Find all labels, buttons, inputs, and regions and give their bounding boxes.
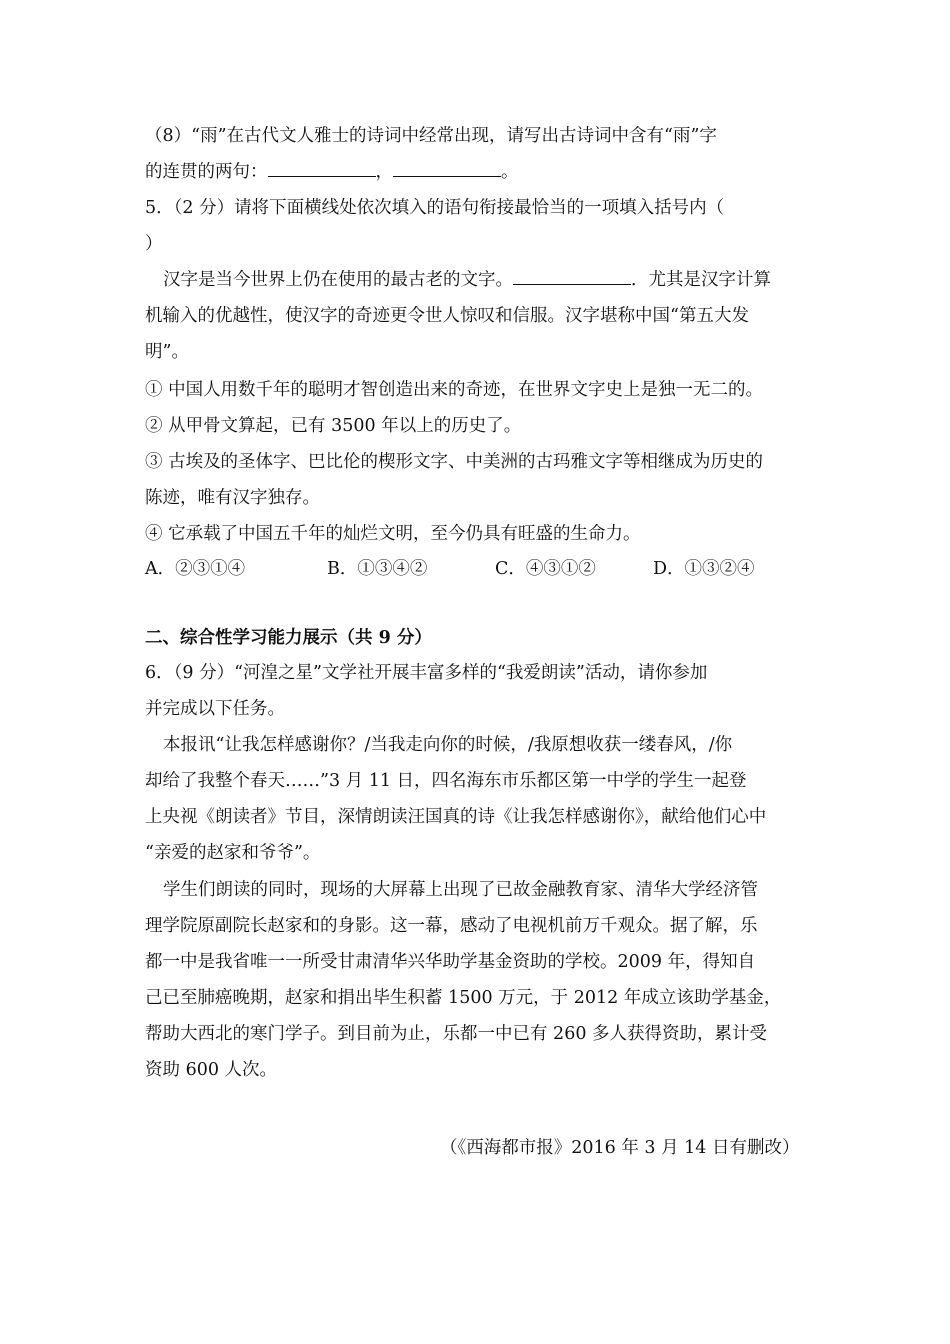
- option-c[interactable]: C．④③①②: [495, 559, 596, 579]
- q6-p1-line3: 上央视《朗读者》节目，深情朗读汪国真的诗《让我怎样感谢你》，献给他们心中: [145, 807, 767, 827]
- q6-p2-line4: 己已至肺癌晚期，赵家和捐出毕生积蓄 1500 万元，于 2012 年成立该助学基金，: [145, 988, 782, 1008]
- q5-item-3-line2: 陈迹，唯有汉字独存。: [145, 488, 320, 508]
- option-b[interactable]: B．①③④②: [327, 559, 428, 579]
- q5-para-line1-b: ．尤其是汉字计算: [631, 270, 771, 290]
- q6-p2-line2: 理学院原副院长赵家和的身影。这一幕，感动了电视机前万千观众。据了解，乐: [145, 916, 758, 936]
- q6-stem-line2: 并完成以下任务。: [145, 699, 285, 719]
- q4-part8-line1: （8）“雨”在古代文人雅士的诗词中经常出现，请写出古诗词中含有“雨”字: [145, 126, 717, 146]
- option-a[interactable]: A．②③①④: [145, 559, 246, 579]
- q5-para-line1: [163, 267, 828, 293]
- q6-p1-line4: “亲爱的赵家和爷爷”。: [145, 843, 321, 863]
- q5-item-1: ① 中国人用数千年的聪明才智创造出来的奇迹，在世界文字史上是独一无二的。: [145, 380, 764, 400]
- q5-stem-line1: 5．（2 分）请将下面横线处依次填入的语句衔接最恰当的一项填入括号内（: [145, 198, 725, 218]
- q5-item-4: ④ 它承载了中国五千年的灿烂文明，至今仍具有旺盛的生命力。: [145, 524, 641, 544]
- q4-part8-prefix: 的连贯的两句：: [145, 162, 268, 182]
- q5-para-line3: 明”。: [145, 342, 189, 362]
- q6-p2-line5: 帮助大西北的寒门学子。到目前为止，乐都一中已有 260 多人获得资助，累计受: [145, 1024, 768, 1044]
- q5-stem-line2: ）: [145, 234, 163, 254]
- q6-p1-line2: 却给了我整个春天……”3 月 11 日，四名海东市乐都区第一中学的学生一起登: [145, 771, 747, 791]
- q6-p2-line6: 资助 600 人次。: [145, 1060, 278, 1080]
- q5-para-line1-a: 汉字是当今世界上仍在使用的最古老的文字。: [163, 270, 513, 290]
- q6-p2-line1: 学生们朗读的同时，现场的大屏幕上出现了已故金融教育家、清华大学经济管: [163, 880, 758, 900]
- q6-p1-line1: 本报讯“让我怎样感谢你？/当我走向你的时候，/我原想收获一缕春风，/你: [163, 735, 733, 755]
- q5-para-line2: 机输入的优越性，使汉字的奇迹更令世人惊叹和信服。汉字堪称中国“第五大发: [145, 306, 749, 326]
- section-2-heading: 二、综合性学习能力展示（共 9 分）: [145, 628, 432, 648]
- q5-options: [145, 556, 810, 582]
- q5-item-2: ② 从甲骨文算起，已有 3500 年以上的历史了。: [145, 416, 522, 436]
- q4-part8-end: 。: [501, 162, 519, 182]
- answer-blank-3[interactable]: [513, 267, 631, 285]
- q6-p2-line3: 都一中是我省唯一一所受甘肃清华兴华助学基金资助的学校。2009 年，得知自: [145, 952, 756, 972]
- answer-blank-2[interactable]: [393, 159, 501, 177]
- q4-part8-sep: ，: [375, 162, 393, 182]
- q6-stem-line1: 6．（9 分）“河湟之星”文学社开展丰富多样的“我爱朗读”活动，请你参加: [145, 663, 708, 683]
- option-d[interactable]: D．①③②④: [653, 559, 755, 579]
- answer-blank-1[interactable]: [268, 159, 376, 177]
- article-source: （《西海都市报》2016 年 3 月 14 日有删改）: [440, 1138, 800, 1158]
- q4-part8-line2: [145, 159, 810, 185]
- q5-item-3-line1: ③ 古埃及的圣体字、巴比伦的楔形文字、中美洲的古玛雅文字等相继成为历史的: [145, 452, 764, 472]
